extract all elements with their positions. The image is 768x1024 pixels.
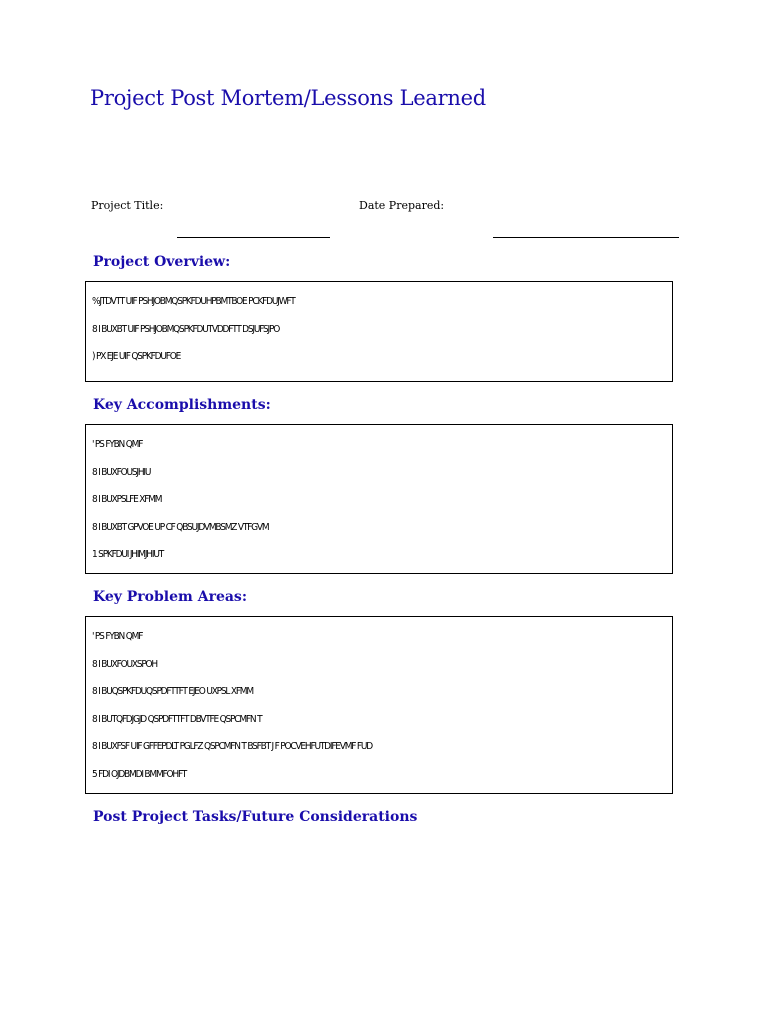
key-problem-areas-heading: Key Problem Areas: [93,589,247,605]
accomplishments-line: 8 I BUXBT GPVOE UP CF QBSUJDVMBSMZ VTFGVM [92,521,269,533]
problems-line: 8 I BUXFSF UIF GFFEPDLT PGLFZ QSPCMFN T BSFBT J F POCVEHFUTDIFEVMF FUD [92,741,373,752]
project-overview-heading: Project Overview: [93,254,231,270]
key-problem-areas-box[interactable] [85,616,673,794]
document-title: Project Post Mortem/Lessons Learned [90,86,486,110]
project-title-label: Project Title: [91,199,164,212]
accomplishments-line: 8 I BUXPSLFE XFMM [92,494,162,505]
problems-line: 5 FDI OJDBMDI BMMFOHFT [92,768,187,780]
accomplishments-line: 8 I BUXFOUSJHIU [92,466,151,478]
accomplishments-line: 1 SPKFDUI JHIMJHIUT [92,549,163,560]
key-accomplishments-box[interactable] [85,424,673,574]
accomplishments-line: ' PS FYBN QMF [92,439,143,450]
problems-line: 8 I BUQSPKFDUQSPDFTTFT EJEO UXPSL XFMM [92,686,253,697]
problems-line: ' PS FYBN QMF [92,631,143,642]
project-overview-box[interactable] [85,281,673,382]
overview-line: 8 I BUXBT UIF PSHJOBMQSPKFDUTVDDFTT DSJUFSJPO [92,323,280,335]
overview-line: %JTDVTT UIF PSHJOBMQSPKFDUHPBMTBOE PCKFDUJWFT [92,296,295,307]
date-prepared-field[interactable] [493,237,679,238]
post-project-tasks-heading: Post Project Tasks/Future Considerations [93,809,418,825]
project-title-field[interactable] [177,237,330,238]
problems-line: 8 I BUXFOUXSPOH [92,658,157,670]
overview-line: ) PX EJE UIF QSPKFDUFOE [92,351,181,362]
problems-line: 8 I BUTQFDJGJD QSPDFTTFT DBVTFE QSPCMFN T [92,713,262,725]
date-prepared-label: Date Prepared: [359,199,445,212]
key-accomplishments-heading: Key Accomplishments: [93,397,271,413]
